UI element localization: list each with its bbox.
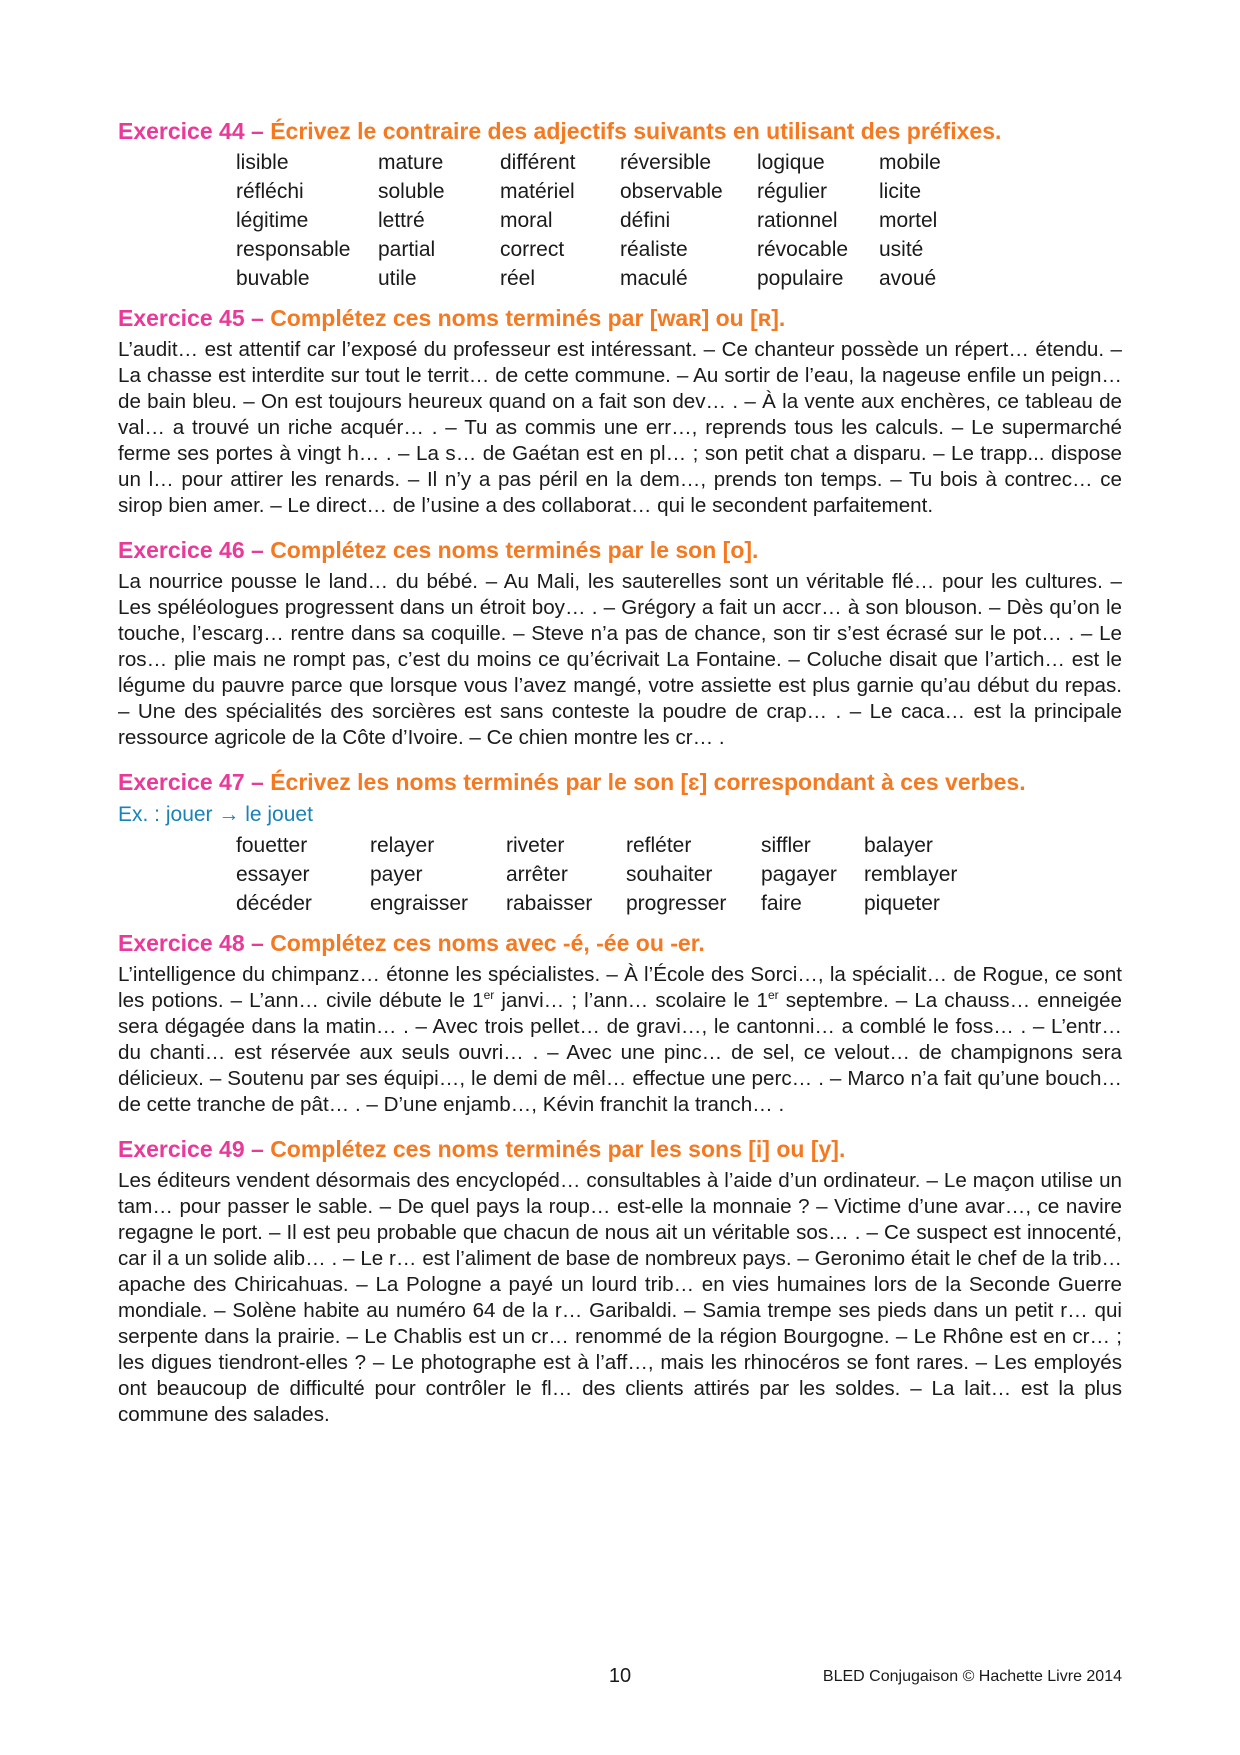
- exercise-45-instruction: Complétez ces noms terminés par [waʀ] ou [ʀ].: [270, 305, 786, 331]
- word-row: [236, 148, 969, 177]
- exercise-49-text: Les éditeurs vendent désormais des encyclopéd… consultables à l’aide d’un ordinateur. – Le maçon utilise un tam… pour passer le sable. – De quel pays la roup… est-elle la monnaie ? – Victime d’une avar…, ce navire regagne le port. – Il est peu probable que chacun de nous ait un véritable sos… . – Ce suspect est innocenté, car il a un solide alib… . – Le r… est l’aliment de base de nombreux pays. – Geronimo était le chef de la trib… apache des Chiricahuas. – La Pologne a payé un lourd trib… en vies humaines lors de la Seconde Guerre mondiale. – Solène habite au numéro 64 de la r… Garibaldi. – Samia trempe ses pieds dans un petit r… qui serpente dans la prairie. – Le Chablis est un cr… renommé de la région Bourgogne. – Le Rhône est en cr… ; les digues tiendront-elles ? – Le photographe est à l’aff…, mais les rhinocéros se font rares. – Les employés ont beaucoup de difficulté pour contrôler le fl… des clients attirés par les soldes. – La lait… est la plus commune des salades.: [118, 1169, 1122, 1426]
- exercise-49: [118, 1134, 1122, 1428]
- word-cell: remblayer: [864, 863, 958, 886]
- exercise-49-instruction: Complétez ces noms terminés par les sons [i] ou [y].: [270, 1136, 846, 1162]
- exercise-47: [118, 767, 1122, 918]
- exercise-44: [118, 116, 1122, 293]
- word-cell: défini: [620, 209, 671, 232]
- word-cell: lettré: [378, 209, 425, 232]
- word-cell: légitime: [236, 209, 309, 232]
- exercise-48-text-part-c: septembre. – La chauss… enneigée sera dégagée dans la matin… . – Avec trois pellet… de gravi…, le cantonni… a comblé le foss… . – L’entr… du chanti… est réservée aux seuls ouvri… . – Avec une pinc… de sel, ce velout… de champignons sera délicieux. – Soutenu par ses équipi…, le demi de mêl… effectue une perc… . – Marco n’a fait qu’une bouch… de cette tranche de pât… . – D’une enjamb…, Kévin franchit la tranch… .: [118, 989, 1122, 1116]
- exercise-47-number: Exercice 47 –: [118, 769, 264, 795]
- word-cell: logique: [757, 151, 825, 174]
- word-cell: avoué: [879, 267, 937, 290]
- word-cell: progresser: [626, 892, 727, 915]
- ordinal-superscript: er: [767, 988, 779, 1003]
- exercise-46-instruction: Complétez ces noms terminés par le son [o].: [270, 537, 759, 563]
- word-cell: engraisser: [370, 892, 469, 915]
- exercise-list: [118, 116, 1122, 1428]
- word-cell: siffler: [761, 834, 811, 857]
- word-cell: correct: [500, 238, 565, 261]
- exercise-46-number: Exercice 46 –: [118, 537, 264, 563]
- exercise-48-text: [118, 962, 1122, 1118]
- word-cell: moral: [500, 209, 553, 232]
- word-cell: partial: [378, 238, 436, 261]
- exercise-48-text-part-a: L’intelligence du chimpanz… étonne les spécialistes. – À l’École des Sorci…, la spécialit… de Rogue, ce sont les potions. – L’ann… civile débute le 1: [118, 963, 1122, 1012]
- word-cell: licite: [879, 180, 922, 203]
- word-cell: arrêter: [506, 863, 568, 886]
- word-cell: décéder: [236, 892, 312, 915]
- word-row: [236, 889, 974, 918]
- word-cell: populaire: [757, 267, 844, 290]
- word-cell: réversible: [620, 151, 712, 174]
- word-cell: réaliste: [620, 238, 688, 261]
- word-row: [236, 235, 969, 264]
- exercise-48: [118, 928, 1122, 1118]
- word-cell: piqueter: [864, 892, 940, 915]
- exercise-45: [118, 303, 1122, 519]
- word-cell: riveter: [506, 834, 565, 857]
- exercise-44-instruction: Écrivez le contraire des adjectifs suivants en utilisant des préfixes.: [270, 118, 1002, 144]
- word-cell: souhaiter: [626, 863, 713, 886]
- word-cell: mortel: [879, 209, 938, 232]
- exercise-44-word-table: [236, 148, 969, 293]
- word-row: [236, 177, 969, 206]
- word-cell: régulier: [757, 180, 828, 203]
- word-cell: utile: [378, 267, 417, 290]
- exercise-46: [118, 535, 1122, 751]
- copyright-notice: BLED Conjugaison © Hachette Livre 2014: [822, 1668, 1122, 1685]
- word-cell: fouetter: [236, 834, 308, 857]
- word-cell: mature: [378, 151, 444, 174]
- word-row: [236, 264, 969, 293]
- exercise-48-title: [118, 928, 1122, 958]
- word-cell: mobile: [879, 151, 941, 174]
- exercise-47-title: [118, 767, 1122, 797]
- word-row: [236, 831, 974, 860]
- word-cell: usité: [879, 238, 924, 261]
- page-number: 10: [608, 1665, 632, 1687]
- word-cell: soluble: [378, 180, 445, 203]
- exercise-48-number: Exercice 48 –: [118, 930, 264, 956]
- exercise-46-text: La nourrice pousse le land… du bébé. – Au Mali, les sauterelles sont un véritable flé… pour les cultures. – Les spéléologues progressent dans un étroit boy… . – Grégory a fait un accr… à son blouson. – Dès qu’on le touche, l’escarg… rentre dans sa coquille. – Steve n’a pas de chance, son tir s’est écrasé sur le pot… . – Le ros… plie mais ne rompt pas, c’est du moins ce qu’écrivait La Fontaine. – Coluche disait que l’artich… est le légume du pauvre parce que lorsque vous l’avez mangé, votre assiette est plus garnie qu’au début du repas. – Une des spécialités des sorcières est sans conteste la poudre de crap… . – Le caca… est la principale ressource agricole de la Côte d’Ivoire. – Ce chien montre les cr… .: [118, 570, 1122, 749]
- word-cell: buvable: [236, 267, 310, 290]
- exercise-47-example: Ex. : jouer → le jouet: [118, 803, 313, 826]
- word-cell: payer: [370, 863, 423, 886]
- word-cell: maculé: [620, 267, 688, 290]
- word-cell: pagayer: [761, 863, 837, 886]
- exercise-48-instruction: Complétez ces noms avec -é, -ée ou -er.: [270, 930, 705, 956]
- exercise-45-number: Exercice 45 –: [118, 305, 264, 331]
- exercise-44-number: Exercice 44 –: [118, 118, 264, 144]
- word-row: [236, 206, 969, 235]
- exercise-46-title: [118, 535, 1122, 565]
- word-cell: refléter: [626, 834, 692, 857]
- exercise-45-text: L’audit… est attentif car l’exposé du professeur est intéressant. – Ce chanteur possède un répert… étendu. – La chasse est interdite sur tout le territ… de cette commune. – Au sortir de l’eau, la nageuse enfile un peign… de bain bleu. – On est toujours heureux quand on a fait son dev… . – À la vente aux enchères, ce tableau de val… a trouvé un riche acquér… . – Tu as commis une err…, reprends tous les calculs. – Le supermarché ferme ses portes à vingt h… . – La s… de Gaétan est en pl… ; son petit chat a disparu. – Le trapp... dispose un l… pour attirer les renards. – Il n’y a pas péril en la dem…, prends ton temps. – Tu bois à contrec… ce sirop bien amer. – Le direct… de l’usine a des collaborat… qui le secondent parfaitement.: [118, 338, 1122, 517]
- exercise-49-title: [118, 1134, 1122, 1164]
- word-cell: rabaisser: [506, 892, 593, 915]
- exercise-47-word-table: [236, 831, 974, 918]
- word-cell: responsable: [236, 238, 351, 261]
- word-cell: balayer: [864, 834, 933, 857]
- word-cell: observable: [620, 180, 723, 203]
- exercise-44-title: [118, 116, 1122, 146]
- exercise-49-number: Exercice 49 –: [118, 1136, 264, 1162]
- ordinal-superscript: er: [483, 988, 495, 1003]
- word-cell: réel: [500, 267, 536, 290]
- word-cell: lisible: [236, 151, 289, 174]
- word-cell: essayer: [236, 863, 310, 886]
- word-cell: relayer: [370, 834, 435, 857]
- exercise-48-text-part-b: janvi… ; l’ann… scolaire le 1: [494, 989, 768, 1012]
- exercise-45-title: [118, 303, 1122, 333]
- word-cell: faire: [761, 892, 802, 915]
- word-row: [236, 860, 974, 889]
- exercise-47-instruction: Écrivez les noms terminés par le son [ɛ] correspondant à ces verbes.: [270, 769, 1026, 795]
- word-cell: matériel: [500, 180, 575, 203]
- word-cell: rationnel: [757, 209, 838, 232]
- word-cell: réfléchi: [236, 180, 304, 203]
- word-cell: révocable: [757, 238, 849, 261]
- word-cell: différent: [500, 151, 576, 174]
